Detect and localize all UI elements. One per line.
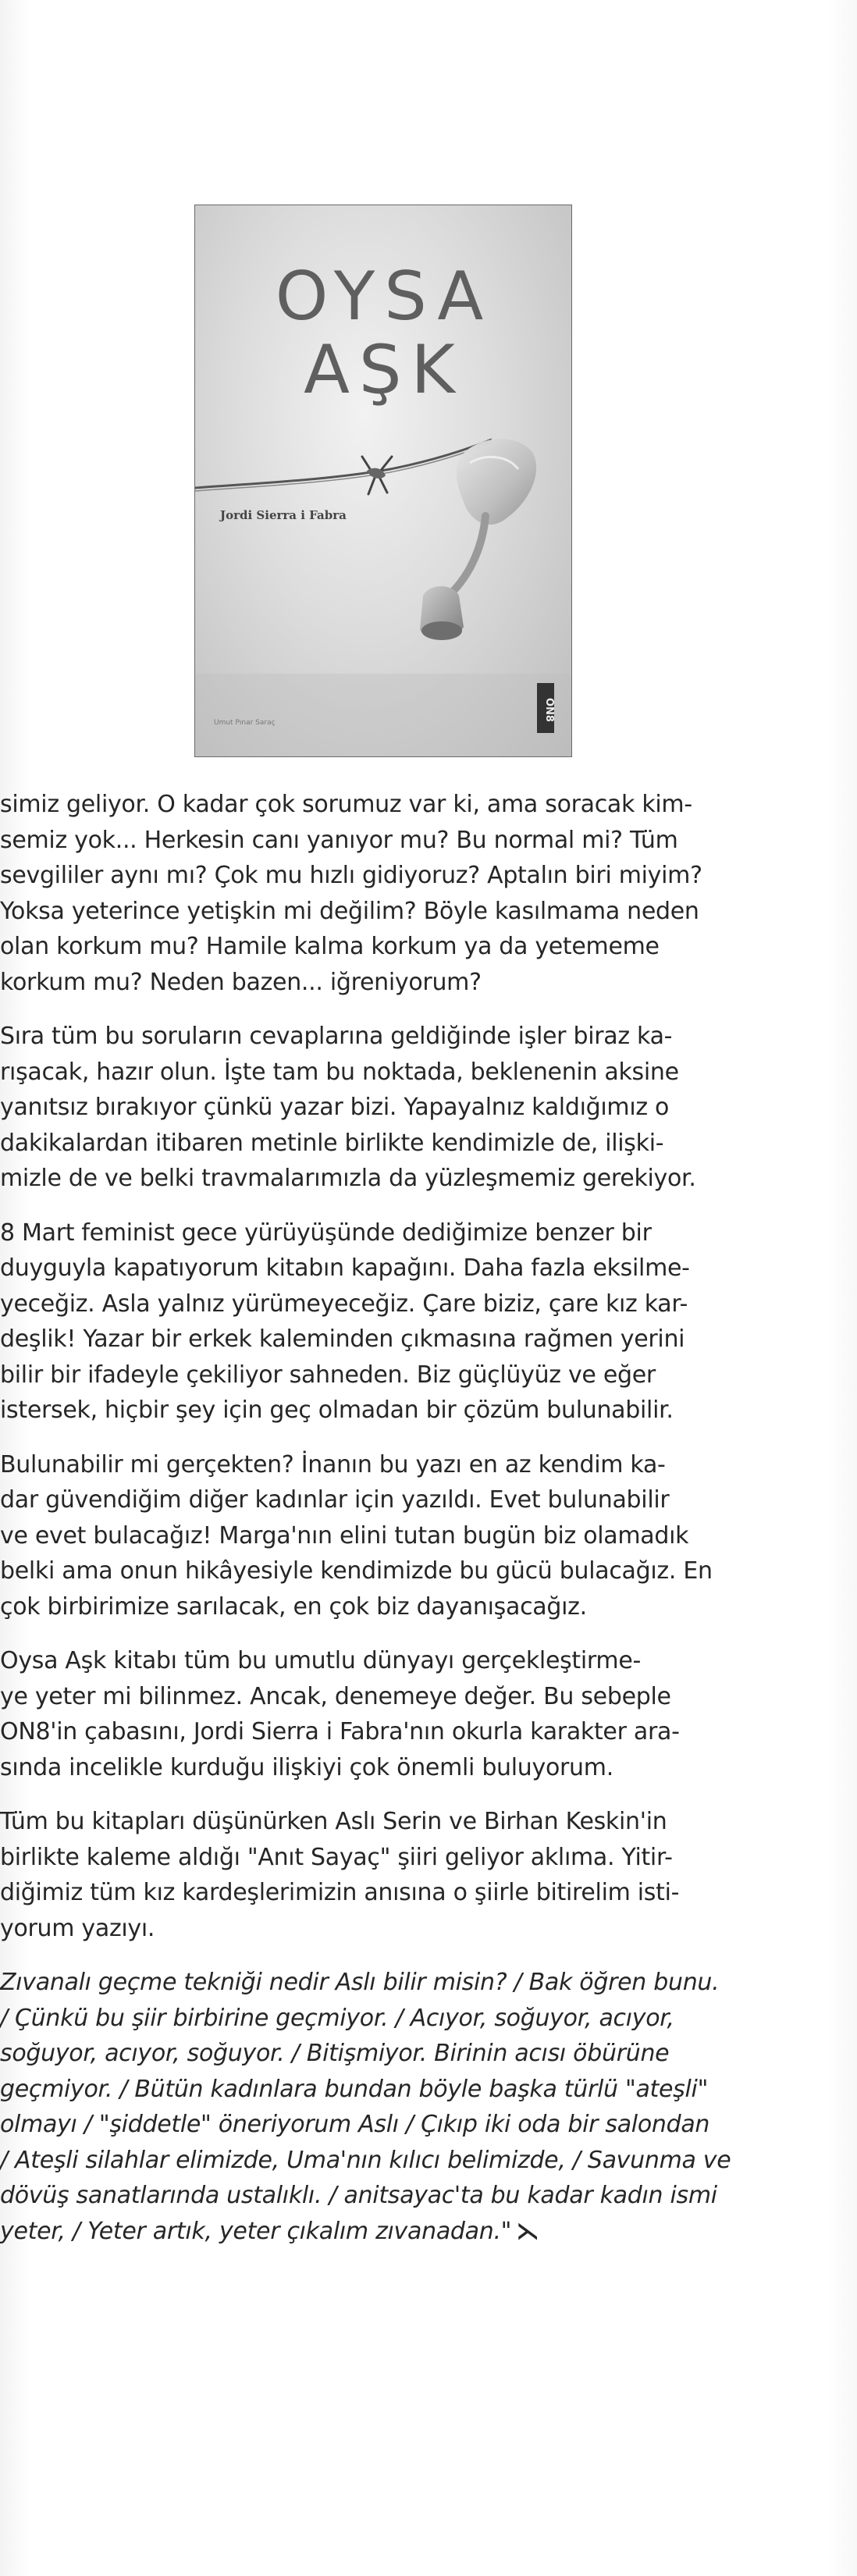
- text-line: ye yeter mi bilinmez. Ancak, denemeye değer. Bu sebeple: [0, 1682, 671, 1710]
- text-line: dakikalardan itibaren metinle birlikte kendimizle de, ilişki-: [0, 1129, 664, 1157]
- text-line: bilir bir ifadeyle çekiliyor sahneden. Biz güçlüyüz ve eğer: [0, 1361, 656, 1389]
- quote-line: [0, 2214, 765, 2250]
- end-mark-icon: ⋋: [516, 2217, 539, 2245]
- text-line: yorum yazıyı.: [0, 1914, 155, 1942]
- text-line: yeceğiz. Asla yalnız yürümeyeceğiz. Çare biziz, çare kız kar-: [0, 1290, 688, 1318]
- text-line: birlikte kaleme aldığı "Anıt Sayaç" şiiri geliyor aklıma. Yitir-: [0, 1843, 673, 1871]
- text-line: Bulunabilir mi gerçekten? İnanın bu yazı en az kendim ka-: [0, 1450, 666, 1478]
- text-line: duyguyla kapatıyorum kitabın kapağını. Daha fazla eksilme-: [0, 1254, 690, 1282]
- quote-line: soğuyor, acıyor, soğuyor. / Bitişmiyor. Birinin acısı öbürüne: [0, 2040, 670, 2067]
- publisher-logo: ON8: [537, 683, 554, 733]
- text-line: dar güvendiğim diğer kadınlar için yazıldı. Evet bulunabilir: [0, 1486, 670, 1514]
- quote-line: geçmiyor. / Bütün kadınlara bundan böyle başka türlü "ateşli": [0, 2075, 709, 2103]
- text-line: rışacak, hazır olun. İşte tam bu noktada, beklenenin aksine: [0, 1058, 679, 1086]
- text-line: Sıra tüm bu soruların cevaplarına geldiğinde işler biraz ka-: [0, 1023, 673, 1050]
- quote-line: Zıvanalı geçme tekniği nedir Aslı bilir misin? / Bak öğren bunu.: [0, 1969, 720, 1996]
- article-body: [0, 787, 765, 2268]
- text-line: ve evet bulacağız! Marga'nın elini tutan bugün biz olamadık: [0, 1521, 689, 1550]
- text-line: simiz geliyor. O kadar çok sorumuz var ki, ama soracak kim-: [0, 791, 692, 818]
- text-line: yanıtsız bırakıyor çünkü yazar bizi. Yapayalnız kaldığımız o: [0, 1094, 670, 1121]
- text-line: Yoksa yeterince yetişkin mi değilim? Böyle kasılmama neden: [0, 897, 699, 925]
- paragraph-1: [0, 787, 765, 1000]
- paragraph-5: [0, 1643, 765, 1785]
- text-line: belki ama onun hikâyesiyle kendimizde bu gücü bulacağız. En: [0, 1557, 713, 1585]
- quote-line: / Çünkü bu şiir birbirine geçmiyor. / Acıyor, soğuyor, acıyor,: [0, 2004, 674, 2032]
- poem-quote: [0, 1965, 765, 2249]
- text-line: semiz yok... Herkesin canı yanıyor mu? Bu normal mi? Tüm: [0, 826, 678, 854]
- text-line: Oysa Aşk kitabı tüm bu umutlu dünyayı gerçekleştirme-: [0, 1647, 642, 1674]
- text-line: deşlik! Yazar bir erkek kaleminden çıkmasına rağmen yerini: [0, 1325, 685, 1353]
- book-cover-image: [194, 205, 572, 757]
- cover-author: Jordi Sierra i Fabra: [220, 508, 347, 522]
- cover-caption: Umut Pınar Saraç: [214, 719, 276, 727]
- text-line: olan korkum mu? Hamile kalma korkum ya da yetememe: [0, 933, 660, 960]
- text-line: Tüm bu kitapları düşünürken Aslı Serin ve Birhan Keskin'in: [0, 1808, 667, 1835]
- text-line: korkum mu? Neden bazen... iğreniyorum?: [0, 968, 482, 996]
- paragraph-2: [0, 1019, 765, 1197]
- quote-line: dövüş sanatlarında ustalıklı. / anitsayac'ta bu kadar kadın ismi: [0, 2182, 717, 2209]
- paragraph-6: [0, 1804, 765, 1946]
- text-line: diğimiz tüm kız kardeşlerimizin anısına o şiirle bitirelim isti-: [0, 1879, 680, 1906]
- text-line: 8 Mart feminist gece yürüyüşünde dediğimize benzer bir: [0, 1219, 652, 1247]
- text-line: mizle de ve belki travmalarımızla da yüzleşmemiz gerekiyor.: [0, 1165, 696, 1192]
- text-line: sında incelikle kurduğu ilişkiyi çok önemli buluyorum.: [0, 1753, 613, 1781]
- paragraph-3: [0, 1215, 765, 1429]
- text-line: istersek, hiçbir şey için geç olmadan bir çözüm bulunabilir.: [0, 1397, 674, 1424]
- quote-line: / Ateşli silahlar elimizde, Uma'nın kılıcı belimizde, / Savunma ve: [0, 2146, 731, 2174]
- text-line: ON8'in çabasını, Jordi Sierra i Fabra'nın okurla karakter ara-: [0, 1718, 680, 1745]
- cover-title-line-1: OYSA: [275, 258, 493, 336]
- paragraph-4: [0, 1447, 765, 1625]
- cover-title-line-2: AŞK: [304, 331, 464, 409]
- quote-line: olmayı / "şiddetle" öneriyorum Aslı / Çıkıp iki oda bir salondan: [0, 2111, 710, 2138]
- text-line: sevgililer aynı mı? Çok mu hızlı gidiyoruz? Aptalın biri miyim?: [0, 862, 702, 889]
- quote-last-text: yeter, / Yeter artık, yeter çıkalım zıvanadan.": [0, 2217, 512, 2245]
- text-line: çok birbirimize sarılacak, en çok biz dayanışacağız.: [0, 1592, 587, 1621]
